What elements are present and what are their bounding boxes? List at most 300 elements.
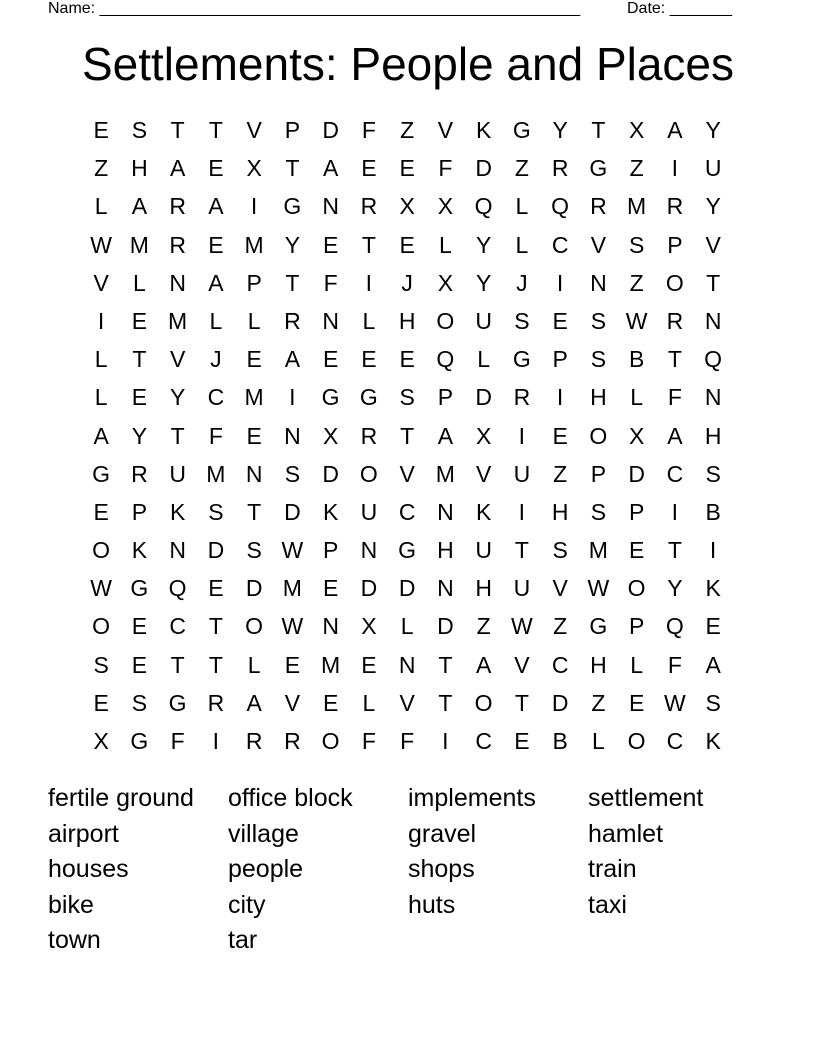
grid-letter: E [628,537,645,564]
word-list-item: settlement [588,784,704,812]
grid-letter: G [130,575,149,602]
grid-letter: U [704,155,722,182]
grid-letter: J [210,346,222,373]
word-list-item: shops [408,855,475,883]
grid-letter: S [514,307,530,334]
grid-letter: Q [665,613,684,640]
grid-letter: T [400,422,415,449]
grid-letter: E [208,155,224,182]
word-list-item: train [588,855,637,883]
grid-letter: Z [400,117,415,143]
grid-letter: W [90,575,112,602]
grid-letter: E [322,575,339,602]
grid-letter: K [131,537,148,564]
grid-letter: D [551,689,569,716]
grid-letter: I [556,269,564,296]
grid-letter: I [442,728,449,754]
grid-letter: E [131,384,148,411]
grid-letter: E [628,689,645,716]
grid-letter: D [628,460,645,487]
grid-letter: A [475,651,492,678]
grid-letter: R [131,460,148,487]
grid-letter: L [94,346,108,373]
grid-letter: I [671,155,679,182]
grid-letter: P [131,498,148,525]
grid-letter: O [359,460,378,487]
grid-letter: L [400,613,414,640]
grid-letter: W [281,613,304,640]
grid-letter: G [359,384,378,411]
grid-letter: A [667,422,683,449]
grid-letter: L [630,651,644,678]
grid-letter: H [398,307,416,334]
grid-letter: A [437,422,454,449]
grid-letter: G [589,155,608,182]
grid-letter: A [322,155,339,182]
grid-letter: K [169,498,186,525]
grid-letter: V [705,231,721,258]
grid-letter: E [552,307,568,334]
grid-letter: F [170,728,185,754]
grid-letter: G [130,728,149,754]
grid-letter: Z [94,155,109,182]
grid-letter: L [132,269,146,296]
grid-letter: G [321,384,340,411]
grid-letter: G [512,346,531,373]
grid-letter: U [360,498,378,525]
grid-letter: E [93,689,109,716]
grid-letter: U [169,460,186,487]
grid-letter: Z [629,155,644,182]
grid-letter: Y [475,269,492,296]
grid-letter: E [246,422,262,449]
grid-letter: Q [551,193,570,220]
grid-letter: E [208,231,224,258]
grid-letter: Y [131,422,148,449]
grid-letter: D [475,384,492,411]
grid-letter: Z [553,613,568,640]
grid-letter: E [399,155,415,182]
grid-letter: T [208,613,223,640]
grid-letter: T [706,269,721,296]
grid-letter: X [628,422,645,449]
grid-letter: A [246,689,262,716]
grid-letter: I [250,193,258,220]
grid-letter: U [513,575,531,602]
grid-letter: T [132,346,147,373]
grid-letter: O [321,728,340,754]
grid-letter: N [322,613,339,640]
grid-letter: G [589,613,608,640]
grid-letter: G [283,193,302,220]
grid-letter: J [401,269,413,296]
grid-letter: H [590,384,607,411]
grid-letter: X [628,117,645,143]
grid-letter: D [475,155,492,182]
grid-letter: V [475,460,492,487]
grid-letter: N [245,460,263,487]
grid-letter: B [705,498,721,525]
grid-letter: V [590,231,607,258]
grid-letter: V [437,117,454,143]
grid-letter: L [591,728,605,754]
grid-letter: G [512,117,531,143]
grid-letter: E [208,575,224,602]
grid-letter: E [131,613,148,640]
word-list-item: taxi [588,890,627,919]
grid-letter: E [93,498,109,525]
grid-letter: T [667,537,682,564]
grid-letter: U [475,537,492,564]
letter-grid [82,111,732,760]
grid-letter: D [398,575,416,602]
grid-letter: P [246,269,262,296]
grid-letter: N [169,537,186,564]
grid-letter: O [627,575,646,602]
grid-letter: N [398,651,416,678]
grid-letter: Q [474,193,493,220]
grid-letter: C [475,728,492,754]
grid-letter: Q [704,346,723,373]
word-list-item: city [228,890,266,919]
grid-letter: F [667,384,682,411]
word-list-item: fertile ground [48,784,194,812]
grid-letter: I [556,384,564,411]
grid-letter: O [436,307,455,334]
grid-letter: C [207,384,225,411]
grid-letter: D [245,575,263,602]
grid-letter: L [247,651,261,678]
grid-letter: S [705,689,721,716]
grid-letter: V [284,689,301,716]
grid-letter: S [131,689,148,716]
grid-letter: I [709,537,717,564]
grid-letter: X [437,193,454,220]
grid-letter: A [705,651,721,678]
grid-letter: T [361,231,376,258]
grid-letter: R [666,193,684,220]
grid-letter: E [552,422,568,449]
grid-letter: O [627,728,646,754]
grid-letter: H [551,498,569,525]
grid-letter: S [590,346,607,373]
grid-letter: R [666,307,684,334]
grid-letter: L [438,231,452,258]
grid-letter: U [475,307,492,334]
grid-letter: O [92,613,111,640]
word-list-item: houses [48,855,129,883]
word-list-item: gravel [408,819,477,848]
grid-letter: Y [552,117,568,143]
grid-letter: W [664,689,686,716]
grid-letter: E [399,346,415,373]
grid-letter: N [360,537,378,564]
grid-letter: T [514,537,529,564]
grid-letter: P [322,537,339,564]
grid-letter: M [244,384,264,411]
grid-letter: A [667,117,683,143]
grid-letter: E [131,651,148,678]
grid-letter: H [437,537,454,564]
grid-letter: P [437,384,454,411]
grid-letter: Y [705,117,721,143]
grid-letter: H [704,422,722,449]
grid-letter: N [169,269,186,296]
grid-letter: M [206,460,226,487]
grid-letter: M [627,193,647,220]
grid-letter: M [244,231,264,258]
grid-letter: L [362,307,376,334]
grid-letter: A [169,155,186,182]
grid-letter: N [284,422,301,449]
grid-letter: S [284,460,301,487]
grid-letter: S [590,498,607,525]
grid-letter: D [360,575,378,602]
grid-letter: R [513,384,531,411]
grid-letter: N [437,498,454,525]
grid-letter: T [438,651,453,678]
grid-letter: I [365,269,373,296]
grid-letter: L [94,193,108,220]
grid-letter: H [590,651,607,678]
grid-letter: E [361,155,377,182]
header [48,0,748,20]
grid-letter: N [704,384,722,411]
grid-letter: E [514,728,530,754]
grid-letter: L [362,689,376,716]
grid-letter: V [399,689,415,716]
grid-letter: T [170,117,185,143]
grid-letter: J [516,269,528,296]
grid-letter: F [361,117,376,143]
grid-letter: A [208,193,224,220]
grid-letter: B [552,728,568,754]
grid-letter: R [245,728,263,754]
grid-letter: A [208,269,224,296]
grid-letter: X [93,728,109,754]
grid-letter: N [437,575,454,602]
grid-letter: K [322,498,339,525]
grid-letter: V [93,269,109,296]
grid-letter: U [513,460,531,487]
grid-letter: P [667,231,683,258]
grid-letter: X [322,422,339,449]
grid-letter: M [435,460,455,487]
grid-letter: H [475,575,492,602]
grid-letter: D [322,117,339,143]
grid-letter: A [284,346,301,373]
grid-letter: R [590,193,607,220]
grid-letter: P [628,613,645,640]
name-field-label: Name: ______________________________________________________ [48,0,581,17]
grid-letter: B [628,346,645,373]
grid-letter: D [437,613,454,640]
grid-letter: R [360,422,378,449]
grid-letter: L [209,307,223,334]
grid-letter: F [438,155,453,182]
grid-letter: X [475,422,492,449]
grid-letter: K [705,575,721,602]
grid-letter: Y [667,575,683,602]
grid-letter: G [92,460,111,487]
grid-letter: O [474,689,493,716]
word-list-item: town [48,926,101,954]
grid-letter: C [398,498,416,525]
grid-letter: S [208,498,224,525]
grid-letter: P [628,498,645,525]
word-list-item: bike [48,890,94,919]
grid-letter: Y [475,231,492,258]
grid-letter: T [170,651,185,678]
grid-letter: E [361,651,377,678]
grid-letter: E [284,651,301,678]
grid-letter: S [590,307,607,334]
grid-letter: D [322,460,339,487]
grid-letter: C [169,613,186,640]
grid-letter: R [284,307,301,334]
grid-letter: E [131,307,148,334]
word-list-item: people [228,855,304,883]
grid-letter: E [246,346,262,373]
grid-letter: W [587,575,610,602]
word-list-item: village [228,819,299,848]
grid-letter: V [552,575,568,602]
grid-letter: T [208,117,223,143]
grid-letter: T [285,155,300,182]
word-list-item: tar [228,926,258,954]
grid-letter: E [399,231,415,258]
grid-letter: I [212,728,220,754]
grid-letter: R [284,728,301,754]
grid-letter: O [245,613,264,640]
grid-letter: F [361,728,376,754]
grid-letter: F [667,651,682,678]
grid-letter: T [247,498,262,525]
word-list-item: hamlet [588,819,664,848]
grid-letter: D [207,537,225,564]
grid-letter: S [705,460,721,487]
grid-letter: I [518,498,526,525]
grid-letter: H [131,155,148,182]
grid-letter: O [589,422,608,449]
grid-letter: Z [629,269,644,296]
word-list-item: airport [48,819,119,848]
grid-letter: L [247,307,261,334]
grid-letter: Z [591,689,606,716]
grid-letter: M [588,537,608,564]
grid-letter: Q [436,346,455,373]
grid-letter: T [170,422,185,449]
grid-letter: E [93,117,109,143]
word-list-item: huts [408,890,456,919]
grid-letter: E [705,613,721,640]
grid-letter: M [168,307,188,334]
grid-letter: T [285,269,300,296]
page-title: Settlements: People and Places [81,38,735,90]
grid-letter: V [246,117,262,143]
grid-letter: V [514,651,530,678]
grid-letter: L [94,384,108,411]
grid-letter: S [552,537,568,564]
grid-letter: P [590,460,607,487]
grid-letter: R [207,689,225,716]
grid-letter: S [246,537,262,564]
grid-letter: T [591,117,606,143]
grid-letter: S [131,117,148,143]
grid-letter: O [665,269,684,296]
grid-letter: N [704,307,722,334]
grid-letter: S [93,651,109,678]
grid-letter: C [551,231,569,258]
word-list-item: implements [408,784,536,812]
grid-letter: R [169,193,186,220]
grid-letter: V [169,346,186,373]
grid-letter: W [281,537,304,564]
grid-letter: W [90,231,112,258]
grid-letter: M [282,575,302,602]
grid-letter: C [666,460,684,487]
grid-letter: L [477,346,491,373]
grid-letter: F [400,728,415,754]
grid-letter: K [475,498,492,525]
grid-letter: X [399,193,415,220]
grid-letter: M [129,231,149,258]
grid-letter: I [671,498,679,525]
grid-letter: C [666,728,684,754]
grid-letter: T [208,651,223,678]
grid-letter: I [518,422,526,449]
grid-letter: Q [168,575,187,602]
grid-letter: S [399,384,415,411]
grid-letter: P [284,117,301,143]
grid-letter: A [93,422,109,449]
grid-letter: Y [284,231,301,258]
grid-letter: G [168,689,187,716]
grid-letter: P [552,346,568,373]
grid-letter: E [322,231,339,258]
grid-letter: V [399,460,415,487]
grid-letter: E [322,346,339,373]
grid-letter: Y [169,384,186,411]
grid-letter: G [398,537,417,564]
grid-letter: A [131,193,148,220]
grid-letter: R [360,193,378,220]
grid-letter: Y [705,193,721,220]
grid-letter: I [97,307,105,334]
grid-letter: F [323,269,338,296]
grid-letter: D [284,498,301,525]
grid-letter: L [630,384,644,411]
grid-letter: R [551,155,569,182]
grid-letter: F [208,422,223,449]
grid-letter: I [289,384,296,411]
grid-letter: C [551,651,569,678]
grid-letter: S [628,231,645,258]
grid-letter: X [437,269,454,296]
word-list [48,781,768,959]
grid-letter: N [322,193,339,220]
grid-letter: X [361,613,377,640]
grid-letter: W [625,307,648,334]
grid-letter: Z [514,155,529,182]
grid-letter: Z [553,460,568,487]
grid-letter: O [92,537,111,564]
grid-letter: L [515,231,529,258]
grid-letter: N [322,307,339,334]
grid-letter: W [511,613,533,640]
grid-letter: E [361,346,377,373]
grid-letter: Z [476,613,491,640]
